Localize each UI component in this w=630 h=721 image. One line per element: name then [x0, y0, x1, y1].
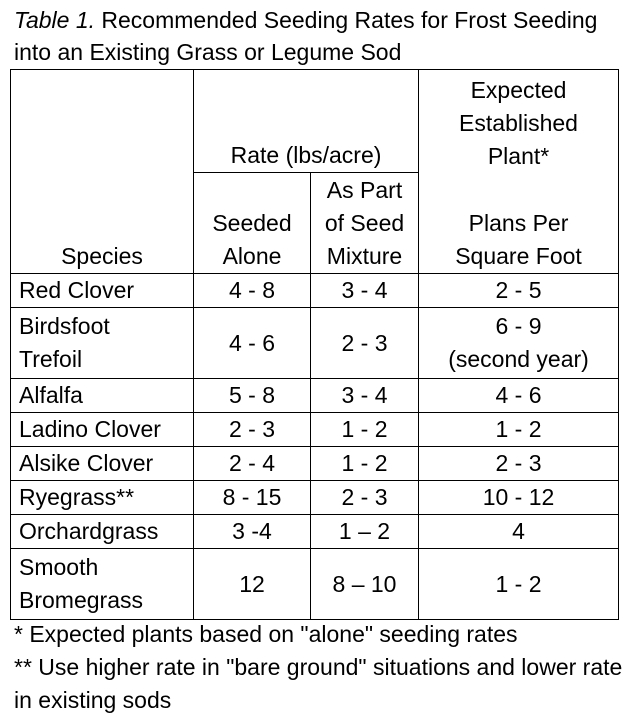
header-plants-per-sqft: Plans Per Square Foot — [419, 173, 619, 274]
expected-plants-text: 2 - 5 — [495, 277, 542, 303]
expected-plants-cell — [419, 515, 619, 549]
seeded-alone-cell: 3 -4 — [194, 515, 311, 549]
expected-plants-text: 2 - 3 — [495, 450, 542, 476]
mixture-cell: 3 - 4 — [311, 274, 419, 308]
expected-plants-text: 6 - 9 — [495, 313, 542, 339]
mixture-cell: 1 – 2 — [311, 515, 419, 549]
header-as-part-of-mixture: As Part of Seed Mixture — [311, 173, 419, 274]
mixture-cell: 8 – 10 — [311, 549, 419, 620]
expected-plants-text: 1 - 2 — [495, 570, 542, 597]
species-text: Alfalfa — [19, 382, 83, 408]
table-title-text: Recommended Seeding Rates for Frost Seeding into an Existing Grass or Legume Sod — [14, 7, 598, 65]
seeding-rates-table — [10, 69, 619, 620]
species-text: Alsike Clover — [19, 450, 154, 476]
expected-plants-cell — [419, 308, 619, 379]
mixture-cell: 2 - 3 — [311, 481, 419, 515]
species-cell — [11, 515, 194, 549]
table-row — [11, 481, 619, 515]
table-row — [11, 379, 619, 413]
expected-plants-text: 4 — [512, 518, 525, 544]
header-species: Species — [11, 173, 194, 274]
header-row-top — [11, 70, 619, 173]
table-title-label: Table 1. — [14, 7, 95, 33]
expected-plants-text: (second year) — [448, 346, 589, 372]
expected-plants-cell — [419, 379, 619, 413]
footnote-ryegrass: ** Use higher rate in "bare ground" situations and lower rate in existing sods — [14, 654, 623, 713]
table-row — [11, 447, 619, 481]
species-text: Trefoil — [19, 346, 83, 372]
table-row — [11, 308, 619, 379]
expected-plants-cell — [419, 413, 619, 447]
footnote-expected-plants: * Expected plants based on "alone" seeding rates — [14, 621, 518, 647]
expected-plants-cell — [419, 447, 619, 481]
seeded-alone-cell: 5 - 8 — [194, 379, 311, 413]
species-text: Bromegrass — [19, 587, 143, 613]
expected-plants-cell — [419, 549, 619, 620]
species-text: Smooth — [19, 554, 99, 580]
mixture-cell: 3 - 4 — [311, 379, 419, 413]
table-row — [11, 413, 619, 447]
mixture-cell: 1 - 2 — [311, 413, 419, 447]
seeded-alone-cell: 12 — [194, 549, 311, 620]
seeded-alone-cell: 2 - 4 — [194, 447, 311, 481]
species-cell — [11, 308, 194, 379]
header-species-top — [11, 70, 194, 173]
seeded-alone-cell: 8 - 15 — [194, 481, 311, 515]
seeded-alone-cell: 4 - 8 — [194, 274, 311, 308]
species-cell — [11, 481, 194, 515]
species-text: Birdsfoot — [19, 313, 110, 339]
species-cell — [11, 274, 194, 308]
expected-plants-text: 1 - 2 — [495, 416, 542, 442]
species-text: Ryegrass** — [19, 484, 135, 510]
footnotes — [14, 618, 624, 717]
header-row-bottom — [11, 173, 619, 274]
table-row — [11, 274, 619, 308]
seeded-alone-cell: 4 - 6 — [194, 308, 311, 379]
header-seeded-alone: Seeded Alone — [194, 173, 311, 274]
header-expected-group: Expected Established Plant* — [419, 70, 619, 173]
expected-plants-text: 10 - 12 — [482, 484, 555, 510]
seeded-alone-cell: 2 - 3 — [194, 413, 311, 447]
mixture-cell: 1 - 2 — [311, 447, 419, 481]
table-row — [11, 549, 619, 620]
expected-plants-text: 4 - 6 — [495, 382, 542, 408]
table-row — [11, 515, 619, 549]
species-text: Orchardgrass — [19, 518, 159, 544]
expected-plants-cell — [419, 274, 619, 308]
expected-plants-cell — [419, 481, 619, 515]
table-title — [14, 4, 624, 68]
species-cell — [11, 447, 194, 481]
species-text: Red Clover — [19, 277, 135, 303]
species-text: Ladino Clover — [19, 416, 161, 442]
header-rate-group: Rate (lbs/acre) — [194, 70, 419, 173]
species-cell — [11, 549, 194, 620]
mixture-cell: 2 - 3 — [311, 308, 419, 379]
species-cell — [11, 413, 194, 447]
species-cell — [11, 379, 194, 413]
